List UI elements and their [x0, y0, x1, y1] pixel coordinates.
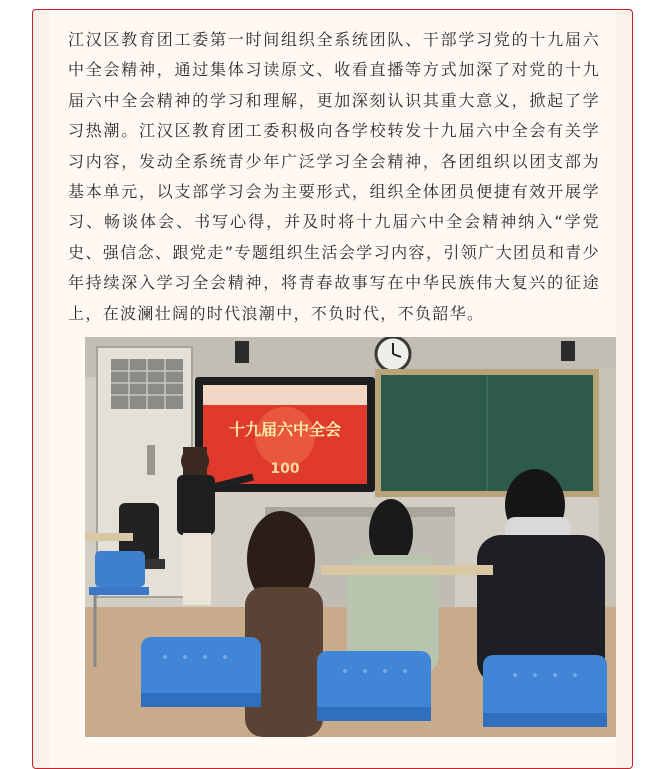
screen-heading: 十九届六中全会 [228, 420, 342, 439]
screen-number: 100 [270, 461, 300, 477]
article-paragraph: 江汉区教育团工委第一时间组织全系统团队、干部学习党的十九届六中全会精神，通过集体习读原文、收看直播等方式加深了对党的十九届六中全会精神的学习和理解，更加深刻认识其重大意义，掀起了学习热潮。江汉区教育团工委积极向各学校转发十九届六中全会有关学习内容，发动全系统青少年广泛学习全会精神，各团组织以团支部为基本单元，以支部学习会为主要形式，组织全体团员便捷有效开展学习、畅谈体会、书写心得，并及时将十九届六中全会精神纳入“学党史、强信念、跟党走”专题组织生活会学习内容，引领广大团员和青少年持续深入学习全会精神，将青春故事写在中华民族伟大复兴的征途上，在波澜壮阔的时代浪潮中，不负时代，不负韶华。 [68, 30, 600, 323]
article-card [32, 9, 633, 769]
article-inner-panel [49, 10, 616, 768]
classroom-photo [85, 337, 616, 737]
